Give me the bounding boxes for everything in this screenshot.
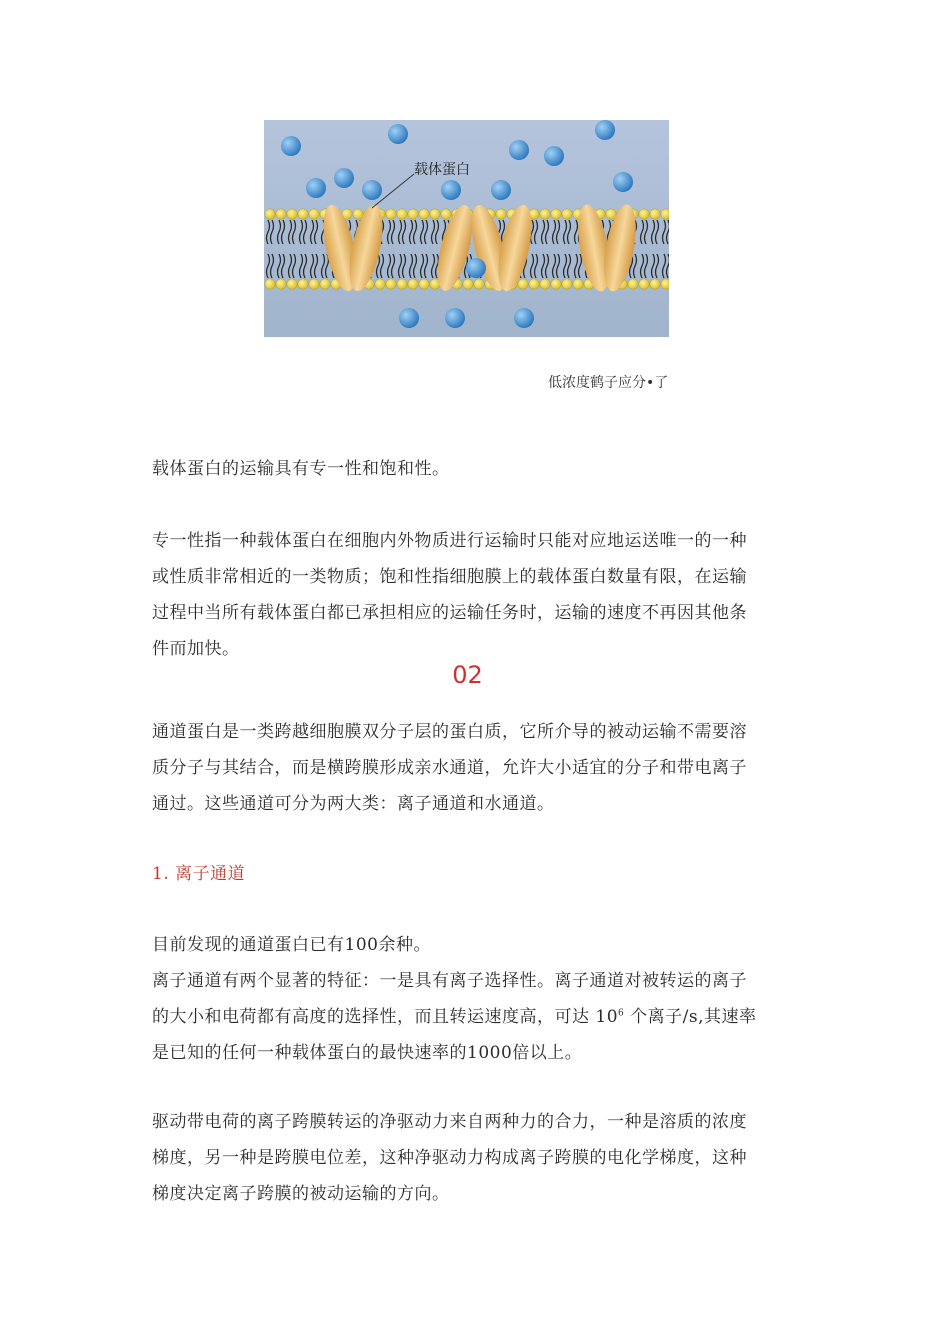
text-line: 或性质非常相近的一类物质；饱和性指细胞膜上的载体蛋白数量有限，在运输	[152, 567, 747, 587]
text-line: 离子通道有两个显著的特征：一是具有离子选择性。离子通道对被转运的离子	[152, 971, 747, 991]
lipid-head	[551, 279, 561, 289]
ion	[399, 308, 419, 328]
lipid-head	[298, 209, 308, 219]
lipid-head	[320, 279, 330, 289]
text-line: 驱动带电荷的离子跨膜转运的净驱动力来自两种力的合力，一种是溶质的浓度	[152, 1112, 747, 1132]
lipid-head	[650, 209, 660, 219]
lipid-head	[540, 209, 550, 219]
lipid-head	[309, 209, 319, 219]
text-line: 件而加快。	[152, 639, 240, 659]
lipid-head	[562, 279, 572, 289]
lipid-head	[650, 279, 660, 289]
text-line: 专一性指一种载体蛋白在细胞内外物质进行运输时只能对应地运送唯一的一种	[152, 531, 747, 551]
lipid-head	[419, 279, 429, 289]
ion	[595, 120, 615, 140]
ion	[441, 180, 461, 200]
lipid-head	[276, 279, 286, 289]
ion	[306, 178, 326, 198]
lipid-head	[408, 279, 418, 289]
lipid-head	[628, 279, 638, 289]
lipid-head	[386, 209, 396, 219]
text-line: 过程中当所有载体蛋白都已承担相应的运输任务时，运输的速度不再因其他条	[152, 603, 747, 623]
text-line: 梯度，另一种是跨膜电位差，这种净驱动力构成离子跨膜的电化学梯度，这种	[152, 1148, 747, 1168]
lipid-head	[386, 279, 396, 289]
lipid-head	[518, 279, 528, 289]
lipid-head	[276, 209, 286, 219]
lipid-head	[573, 279, 583, 289]
carrier-protein-figure	[264, 120, 669, 337]
lipid-head	[298, 279, 308, 289]
lipid-head	[496, 209, 506, 219]
lipid-head	[397, 209, 407, 219]
lipid-head	[551, 209, 561, 219]
lipid-head	[265, 279, 275, 289]
ion	[388, 124, 408, 144]
lipid-head	[529, 279, 539, 289]
lipid-head	[562, 209, 572, 219]
ion	[613, 172, 633, 192]
lipid-head	[639, 279, 649, 289]
lipid-head	[463, 279, 473, 289]
lipid-head	[540, 279, 550, 289]
paragraph-specificity-summary: 载体蛋白的运输具有专一性和饱和性。	[152, 459, 450, 479]
paragraph-channel-count: 目前发现的通道蛋白已有100余种。	[152, 935, 431, 955]
text-segment: 个离子/s,其速率	[624, 1007, 757, 1027]
lipid-head	[375, 279, 385, 289]
figure-caption: 低浓度鹤子应分•了	[548, 375, 669, 391]
lipid-head	[397, 279, 407, 289]
lipid-head	[639, 209, 649, 219]
ion	[466, 258, 486, 278]
ion	[491, 180, 511, 200]
lipid-head	[419, 209, 429, 219]
text-line: 梯度决定离子跨膜的被动运输的方向。	[152, 1184, 450, 1204]
carrier-protein-label: 载体蛋白	[414, 162, 470, 178]
text-line: 通过。这些通道可分为两大类：离子通道和水通道。	[152, 794, 555, 814]
lipid-head	[661, 279, 669, 289]
text-line: 质分子与其结合，而是横跨膜形成亲水通道，允许大小适宜的分子和带电离子	[152, 758, 747, 778]
membrane-diagram	[264, 120, 669, 337]
text-line	[152, 999, 787, 1035]
lipid-head	[408, 209, 418, 219]
ion	[281, 136, 301, 156]
text-line: 通道蛋白是一类跨越细胞膜双分子层的蛋白质，它所介导的被动运输不需要溶	[152, 722, 747, 742]
lipid-head	[287, 279, 297, 289]
lipid-head	[430, 209, 440, 219]
superscript-exponent: 6	[618, 1008, 625, 1019]
text-segment: 的大小和电荷都有高度的选择性，而且转运速度高，可达 10	[152, 1007, 619, 1027]
ion	[544, 146, 564, 166]
lipid-head	[287, 209, 297, 219]
section-number: 02	[452, 661, 483, 689]
lipid-head	[309, 279, 319, 289]
lipid-head	[441, 209, 451, 219]
ion	[509, 140, 529, 160]
section-heading: 1. 离子通道	[152, 864, 246, 884]
lipid-head	[265, 209, 275, 219]
text-line: 是已知的任何一种载体蛋白的最快速率的1000倍以上。	[152, 1043, 583, 1063]
ion	[334, 168, 354, 188]
ion	[514, 308, 534, 328]
ion	[362, 180, 382, 200]
ion	[445, 308, 465, 328]
lipid-head	[606, 209, 616, 219]
lipid-head	[474, 279, 484, 289]
lipid-head	[661, 209, 669, 219]
